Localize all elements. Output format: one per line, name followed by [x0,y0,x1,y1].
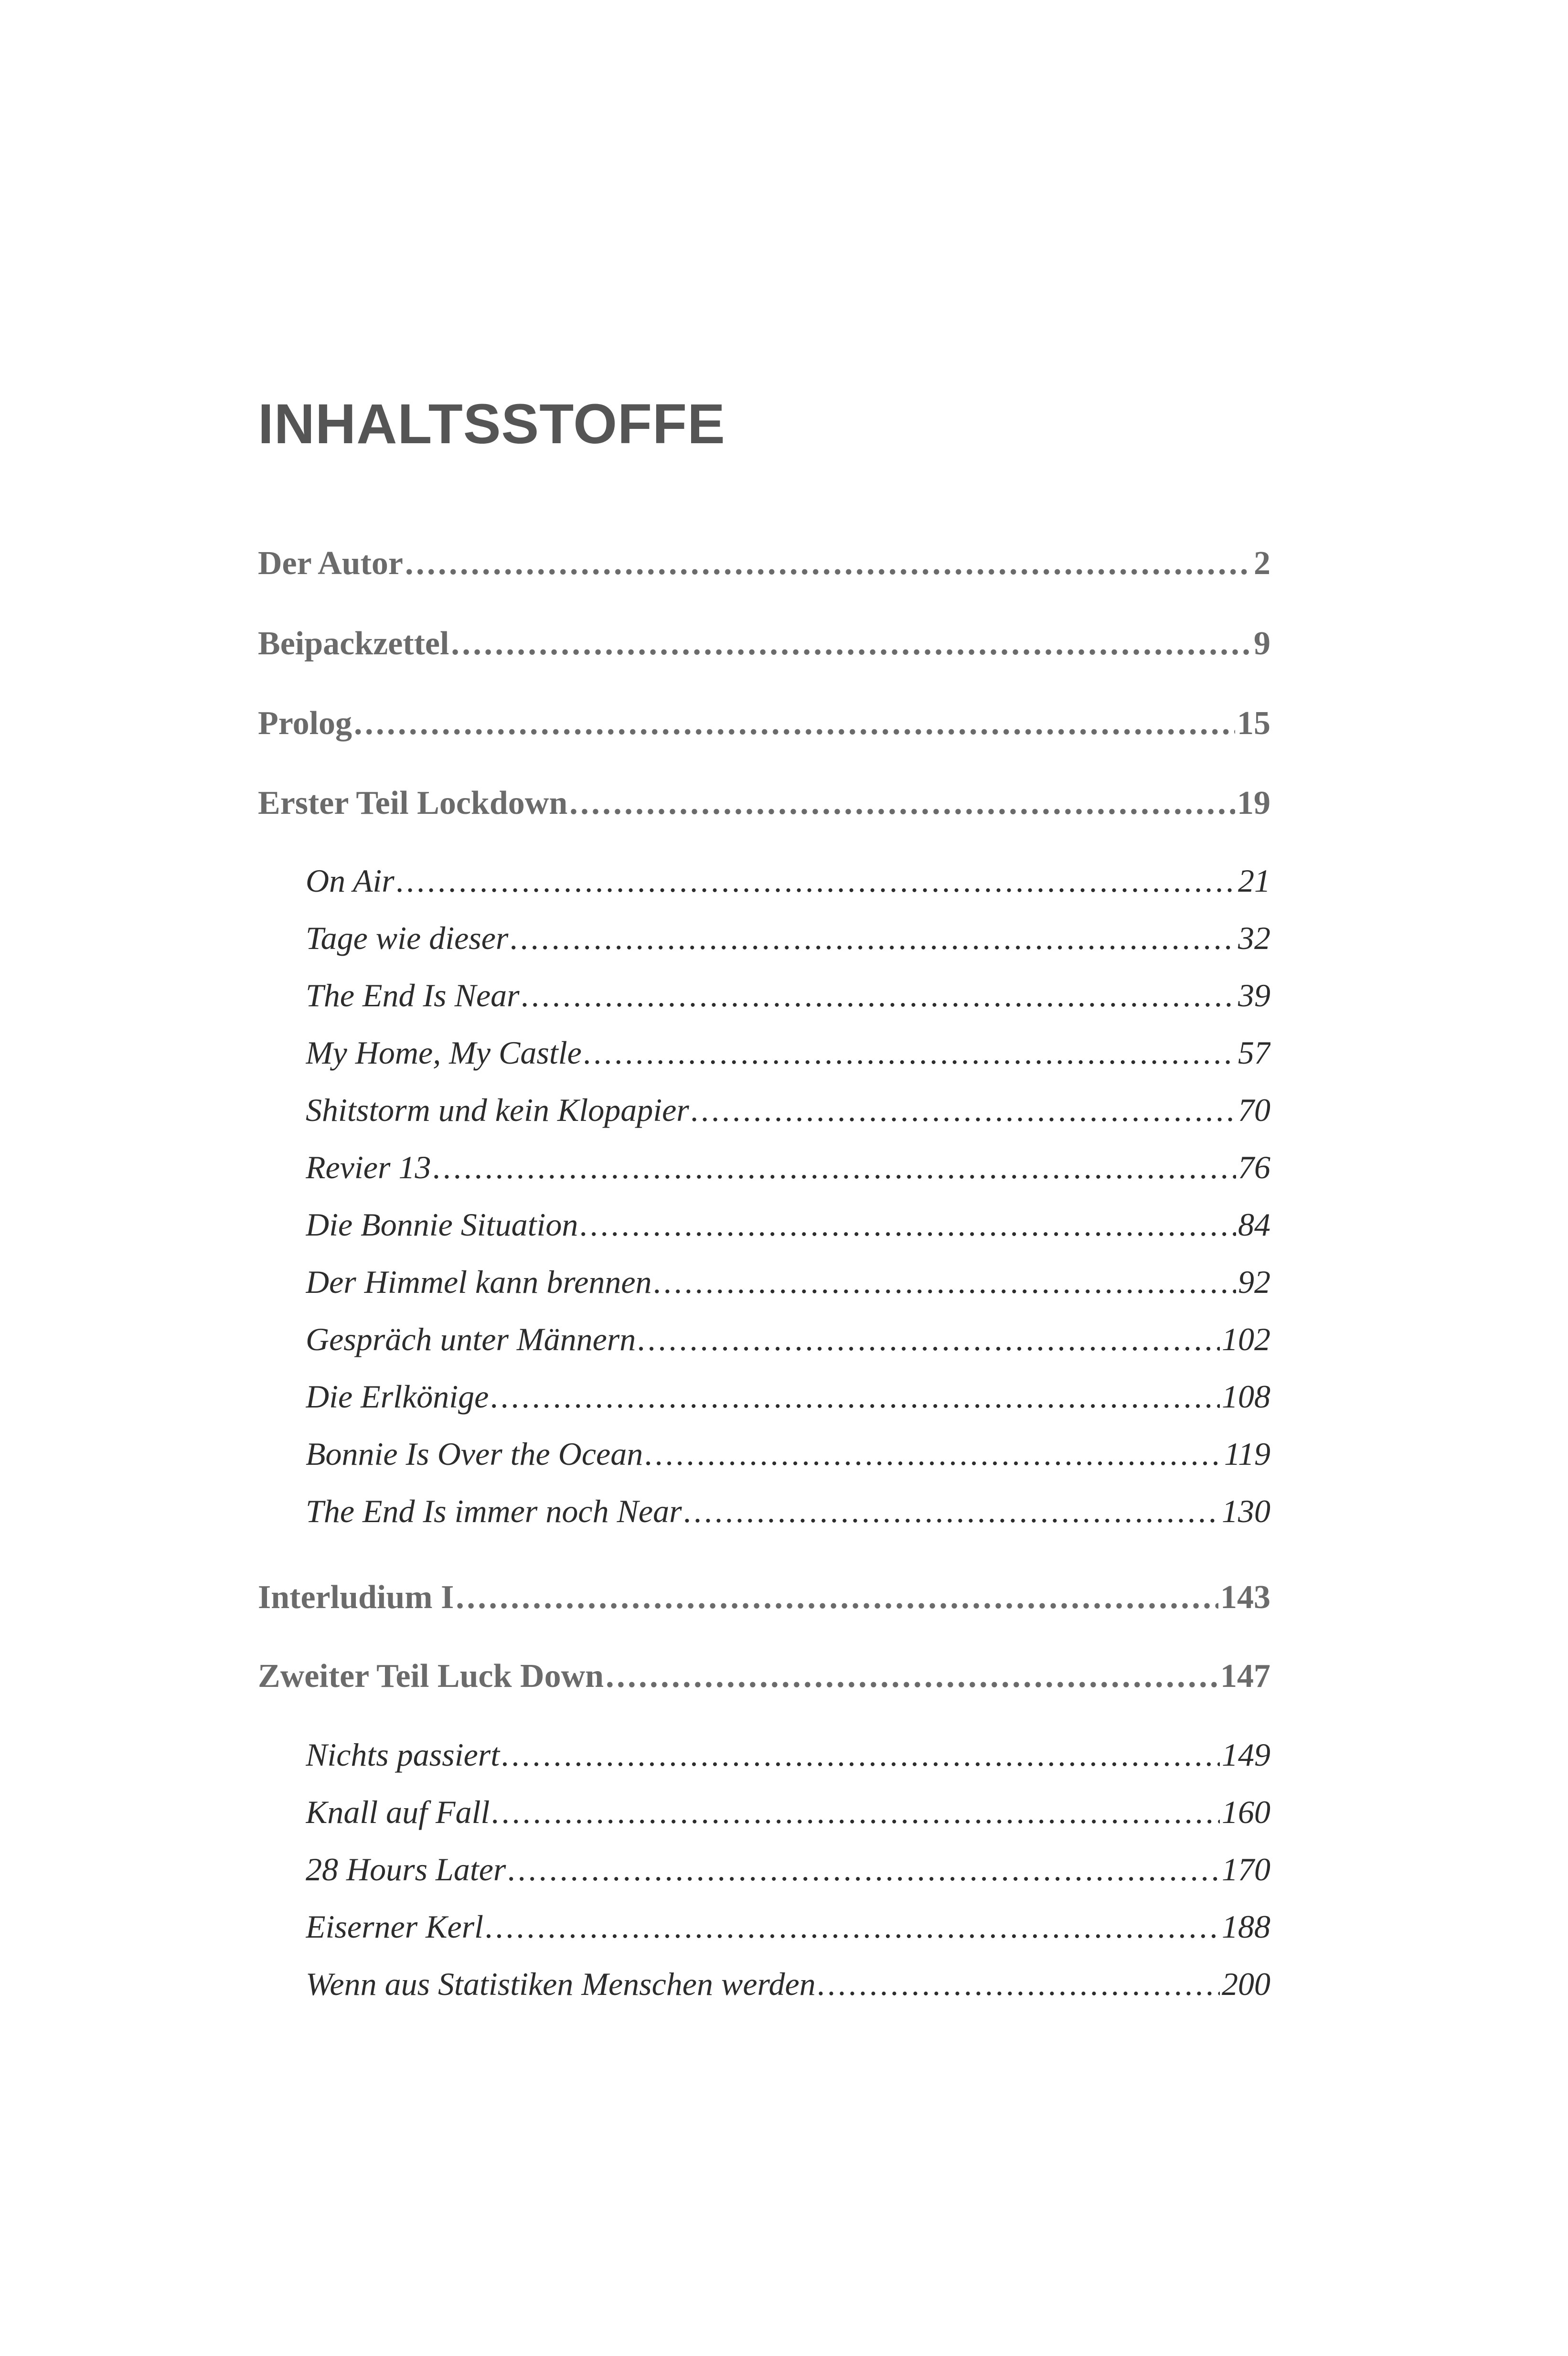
dot-leader [396,862,1236,900]
toc-entry-page-number: 39 [1238,977,1270,1013]
dot-leader [433,1149,1236,1186]
toc-entry-title: Beipackzettel [258,625,449,662]
toc-entry[interactable] [306,1851,1270,1888]
toc-entry-title: Der Autor [258,545,403,582]
dot-leader [584,1034,1236,1072]
page-title: INHALTSSTOFFE [258,393,725,456]
toc-entry[interactable] [306,1206,1270,1244]
toc-entry-title: Die Bonnie Situation [306,1206,578,1243]
dot-leader [691,1091,1236,1129]
toc-entry-page-number: 130 [1222,1493,1270,1529]
toc-entry-title: Gespräch unter Männern [306,1321,636,1357]
toc-entry[interactable] [258,544,1270,583]
toc-entry-page-number: 19 [1237,785,1270,821]
dot-leader [569,784,1235,822]
dot-leader [522,977,1236,1014]
toc-entry-page-number: 200 [1222,1966,1270,2002]
toc-entry-title: Revier 13 [306,1149,431,1185]
dot-leader [354,704,1235,743]
toc-entry-page-number: 102 [1222,1321,1270,1357]
toc-entry[interactable] [306,1321,1270,1358]
toc-entry-title: Bonnie Is Over the Ocean [306,1436,643,1472]
toc-entry[interactable] [306,1736,1270,1774]
toc-entry[interactable] [306,1378,1270,1416]
dot-leader [491,1378,1220,1416]
dot-leader [606,1657,1218,1695]
toc-entry-title: Die Erlkönige [306,1378,489,1415]
toc-entry[interactable] [306,862,1270,900]
toc-entry[interactable] [306,977,1270,1014]
toc-entry[interactable] [306,1492,1270,1530]
toc-entry-title: Shitstorm und kein Klopapier [306,1092,689,1128]
dot-leader [580,1206,1236,1244]
toc-entry-title: Erster Teil Lockdown [258,785,568,821]
toc-entry-page-number: 160 [1222,1794,1270,1830]
toc-entry-title: Zweiter Teil Luck Down [258,1658,604,1695]
toc-entry[interactable] [306,1793,1270,1831]
toc-entry-page-number: 143 [1220,1579,1270,1616]
toc-entry-title: On Air [306,863,395,899]
toc-entry-title: Interludium I [258,1579,454,1616]
toc-entry-page-number: 76 [1238,1149,1270,1185]
toc-entry-page-number: 147 [1220,1658,1270,1695]
toc-entry-page-number: 108 [1222,1378,1270,1415]
toc-entry-page-number: 15 [1237,705,1270,742]
dot-leader [508,1851,1220,1888]
toc-entry-title: Knall auf Fall [306,1794,490,1830]
dot-leader [510,919,1236,957]
toc-entry[interactable] [306,1908,1270,1946]
toc-entry-page-number: 57 [1238,1034,1270,1071]
dot-leader [405,544,1252,583]
toc-entry-title: Prolog [258,705,352,742]
toc-entry-title: The End Is Near [306,977,520,1013]
toc-entry[interactable] [306,1263,1270,1301]
dot-leader [451,625,1252,663]
toc-entry-page-number: 9 [1254,625,1270,662]
toc-entry[interactable] [306,1034,1270,1072]
toc-entry-title: Wenn aus Statistiken Menschen werden [306,1966,816,2002]
toc-entry-page-number: 21 [1238,863,1270,899]
toc-entry-page-number: 70 [1238,1092,1270,1128]
toc-entry[interactable] [306,1149,1270,1186]
toc-entry-page-number: 84 [1238,1206,1270,1243]
toc-entry-page-number: 188 [1222,1908,1270,1945]
toc-entry[interactable] [306,919,1270,957]
dot-leader [638,1321,1220,1358]
toc-entry[interactable] [306,1091,1270,1129]
toc-entry-page-number: 32 [1238,920,1270,956]
dot-leader [485,1908,1220,1946]
toc-entry[interactable] [258,625,1270,663]
dot-leader [818,1965,1220,2003]
dot-leader [684,1492,1220,1530]
toc-entry-page-number: 149 [1222,1737,1270,1773]
dot-leader [654,1263,1236,1301]
toc-entry-title: Tage wie dieser [306,920,509,956]
toc-entry-title: Nichts passiert [306,1737,500,1773]
toc-entry[interactable] [306,1965,1270,2003]
toc-entry-title: My Home, My Castle [306,1034,582,1071]
toc-entry-page-number: 170 [1222,1851,1270,1887]
toc-entry[interactable] [258,784,1270,822]
toc-entry[interactable] [258,1578,1270,1617]
toc-entry[interactable] [258,1657,1270,1695]
toc-entry[interactable] [258,704,1270,743]
toc-entry-title: Eiserner Kerl [306,1908,484,1945]
toc-entry-title: 28 Hours Later [306,1851,506,1887]
dot-leader [645,1435,1222,1473]
dot-leader [456,1578,1218,1617]
toc-entry-page-number: 119 [1224,1436,1270,1472]
toc-entry-page-number: 92 [1238,1264,1270,1300]
dot-leader [491,1793,1220,1831]
toc-entry[interactable] [306,1435,1270,1473]
toc-entry-title: The End Is immer noch Near [306,1493,682,1529]
toc-entry-title: Der Himmel kann brennen [306,1264,652,1300]
toc-entry-page-number: 2 [1254,545,1270,582]
dot-leader [501,1736,1220,1774]
